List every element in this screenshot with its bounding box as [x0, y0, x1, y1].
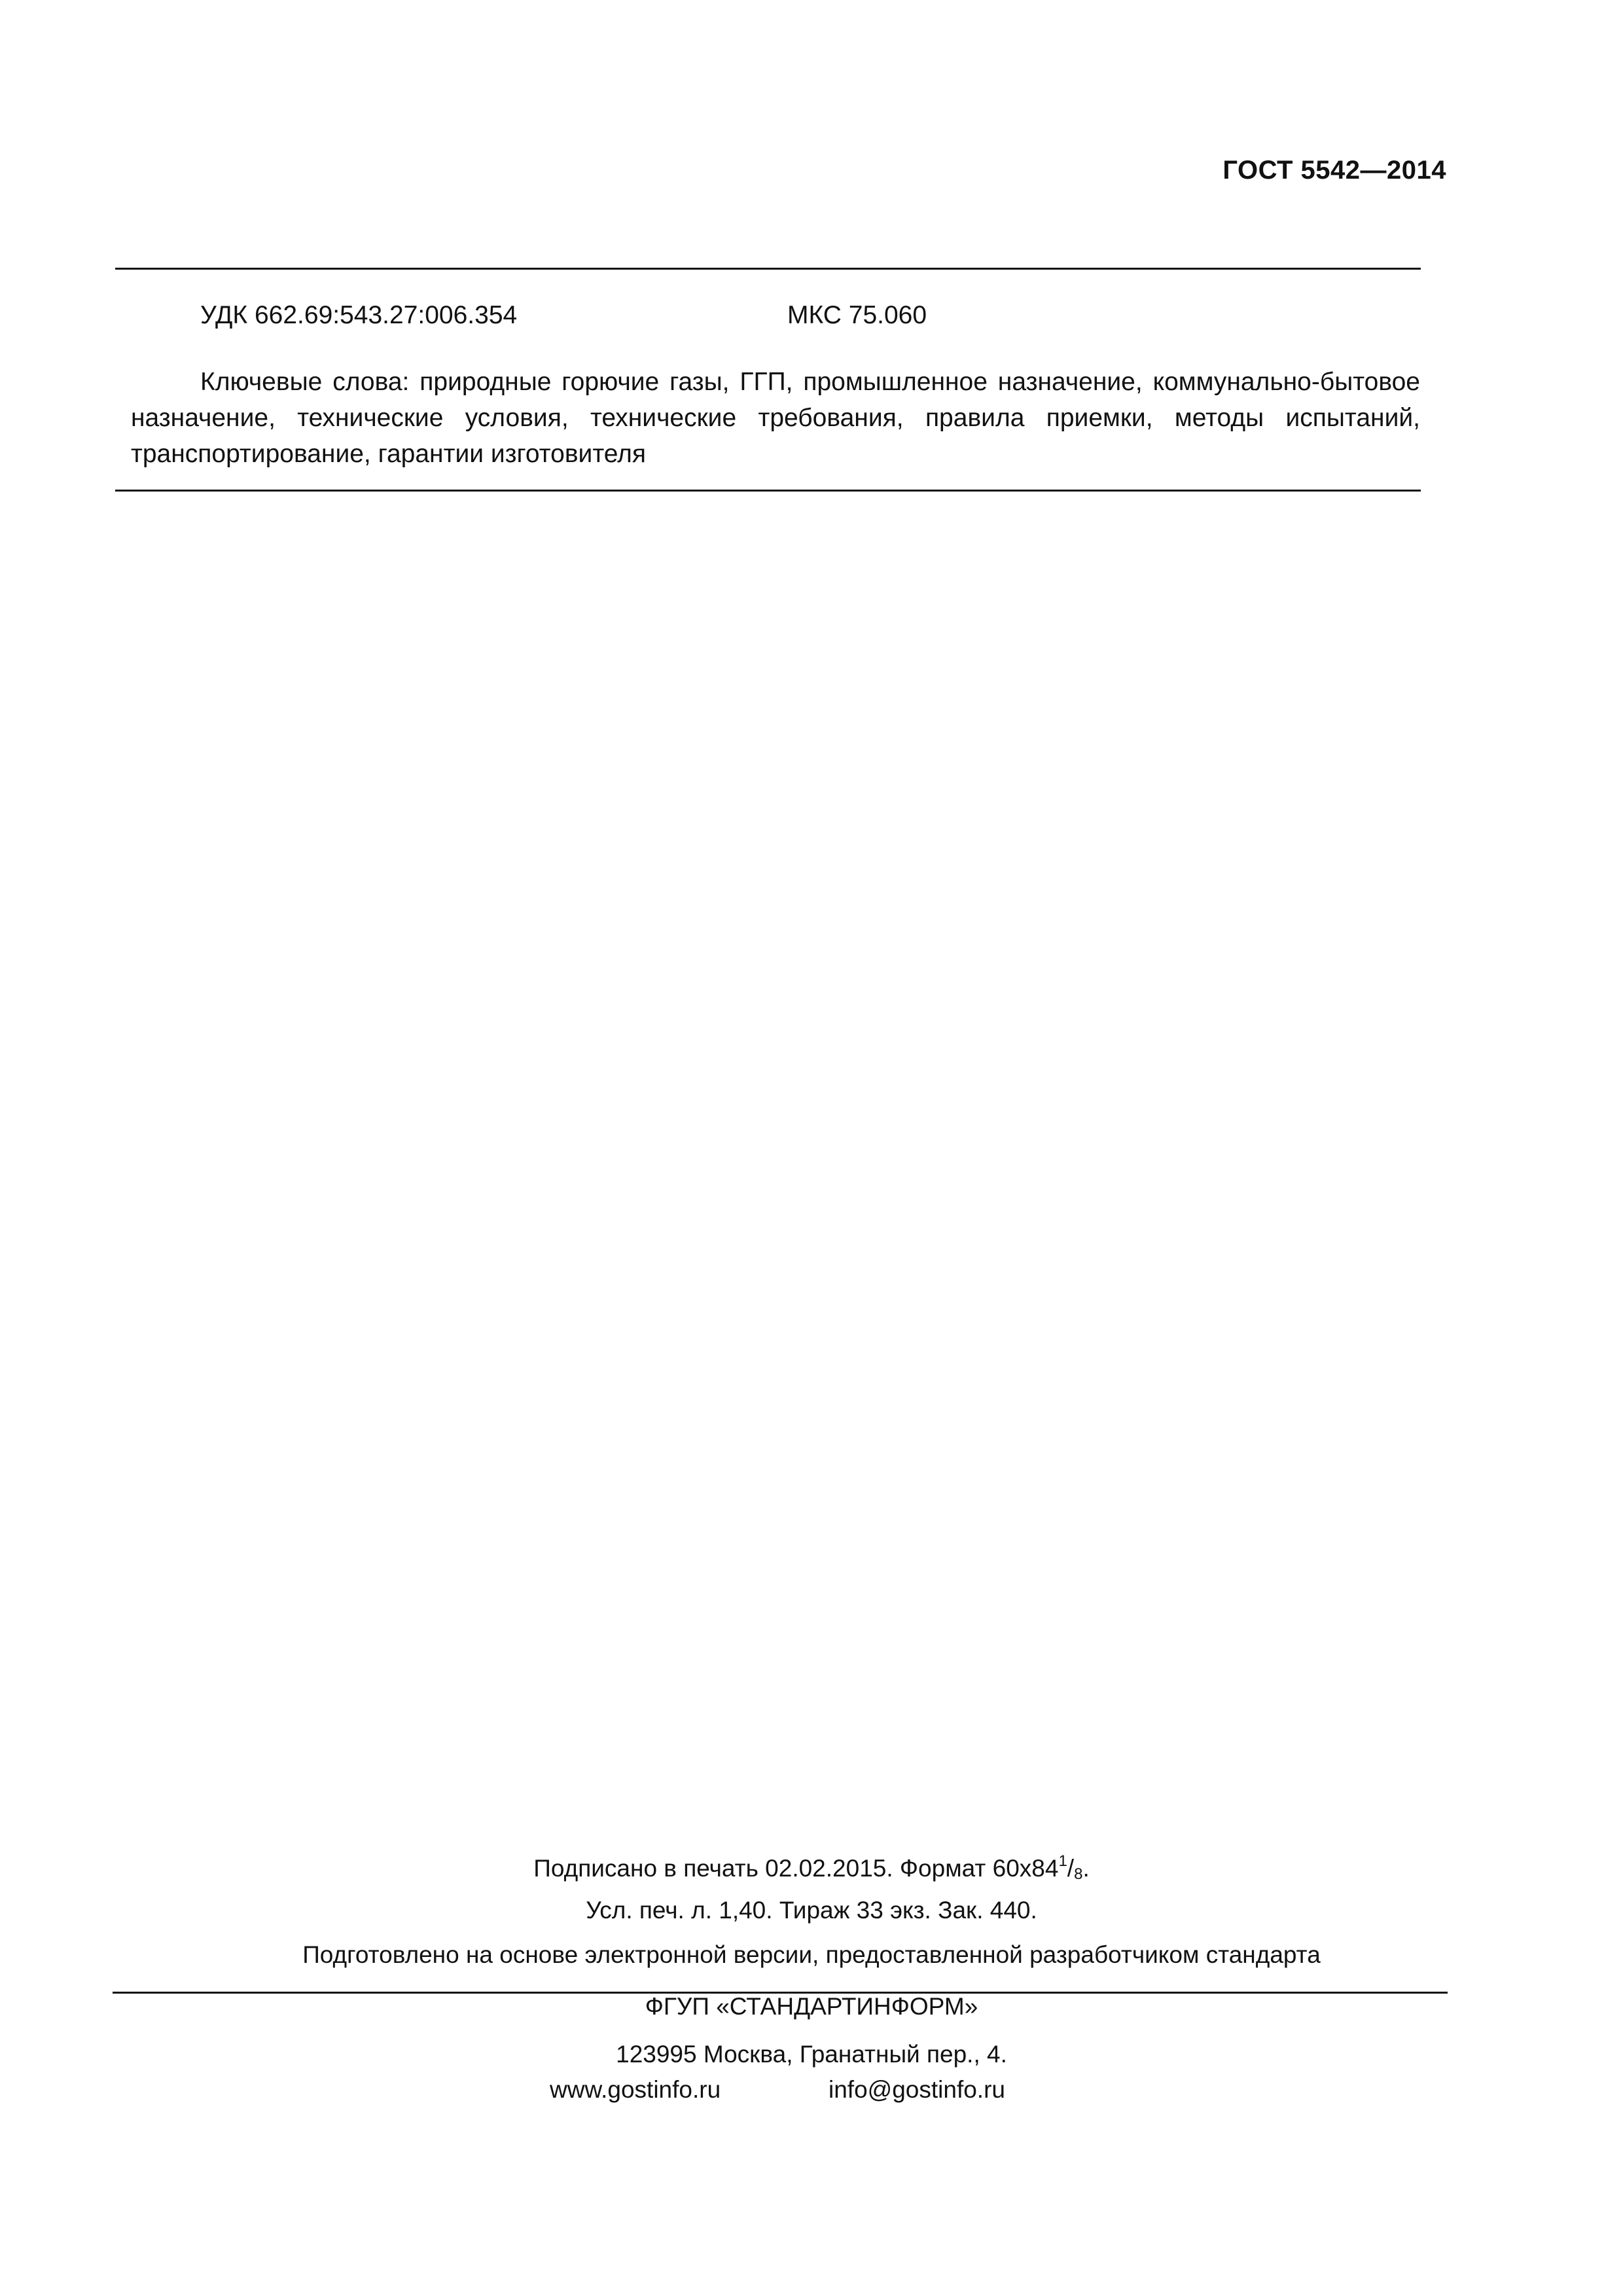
print-details-line: Усл. печ. л. 1,40. Тираж 33 экз. Зак. 440.	[586, 1897, 1037, 1924]
document-code: ГОСТ 5542—2014	[1222, 156, 1446, 185]
publisher-name: ФГУП «СТАНДАРТИНФОРМ»	[645, 1993, 978, 2020]
format-numerator: 1	[1058, 1852, 1067, 1870]
format-suffix: .	[1082, 1855, 1090, 1882]
publisher-address: 123995 Москва, Гранатный пер., 4.	[616, 2041, 1007, 2068]
website-link[interactable]: www.gostinfo.ru	[550, 2076, 721, 2103]
keywords-paragraph: Ключевые слова: природные горючие газы, ГГП, промышленное назначение, коммунально-бытовое назначение, технические условия, технические требования, правила приемки, методы испытаний, транспортирование, гарантии изготовителя	[131, 368, 1420, 468]
format-denominator: 8	[1074, 1865, 1083, 1883]
udk-code: УДК 662.69:543.27:006.354	[200, 301, 518, 329]
mks-code: МКС 75.060	[787, 301, 927, 329]
format-separator: /	[1067, 1855, 1075, 1882]
email-link[interactable]: info@gostinfo.ru	[829, 2076, 1005, 2103]
classification-row	[200, 301, 927, 330]
signed-prefix: Подписано в печать 02.02.2015. Формат 60х84	[533, 1855, 1059, 1882]
signed-for-print-line	[0, 1852, 1623, 1884]
top-divider	[115, 268, 1421, 270]
keywords-divider	[115, 490, 1421, 492]
prepared-note-line: Подготовлено на основе электронной версии, предоставленной разработчиком стандарта	[302, 1941, 1321, 1968]
